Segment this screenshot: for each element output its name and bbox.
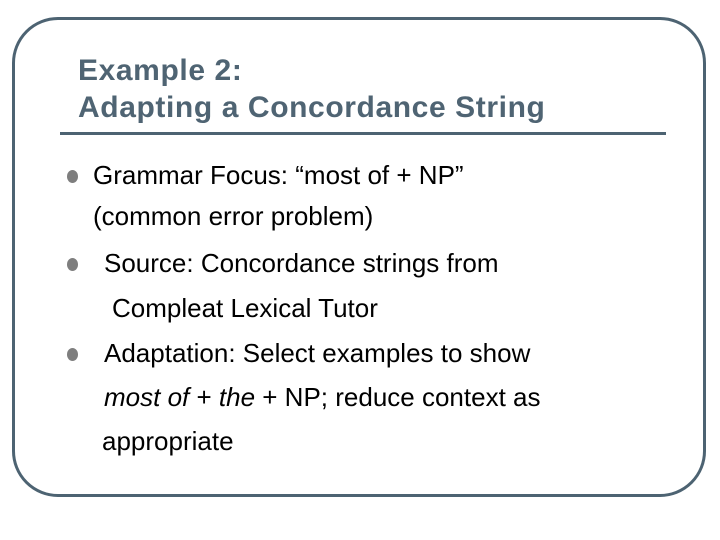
bullet-2-line-2: Compleat Lexical Tutor [112,293,378,323]
italic-the: the [218,382,256,412]
title-underline [60,132,666,135]
bullet-dot-icon [67,258,78,271]
slide-title-line-2: Adapting a Concordance String [78,91,546,124]
bullet-1-line-2: (common error problem) [93,201,374,231]
bullet-2-line-1: Source: Concordance strings from [104,248,499,278]
bullet-dot-icon [67,170,78,183]
plus-sign: + [189,382,219,412]
slide-title [78,52,545,126]
bullet-1-line-1: Grammar Focus: “most of + NP” [93,160,464,190]
slide-title-line-1: Example 2: [78,54,243,87]
italic-most-of: most of [104,382,190,412]
bullet-3-line-3: appropriate [102,426,234,456]
line-remainder: + NP; reduce context as [255,382,541,412]
bullet-dot-icon [67,348,78,361]
bullet-3-line-1: Adaptation: Select examples to show [104,338,531,368]
bullet-3-line-2 [104,382,540,412]
